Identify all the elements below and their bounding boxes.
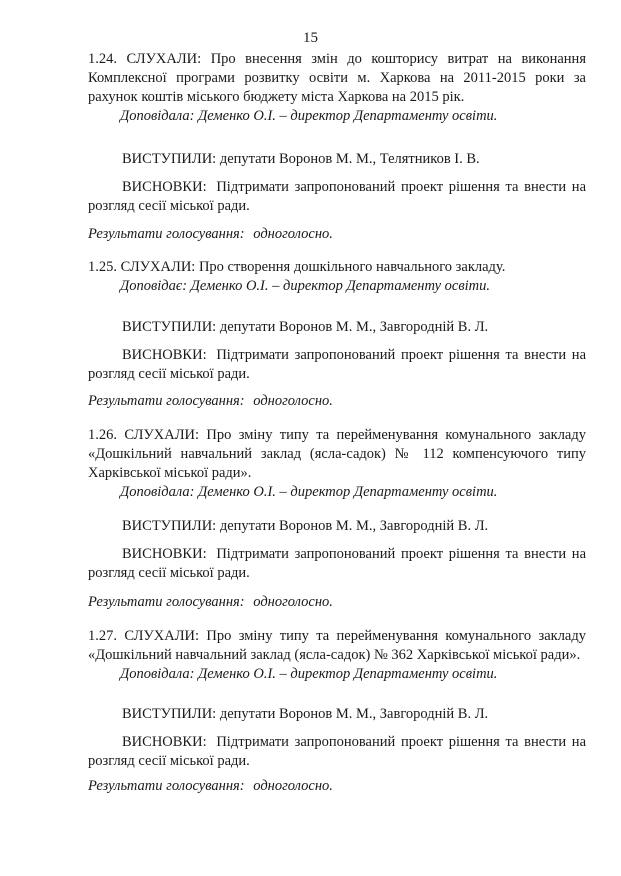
vote-result: одноголосно.: [253, 778, 333, 794]
conclusion-paragraph: [88, 733, 586, 771]
heard-paragraph: [88, 258, 586, 277]
vote-line: [88, 593, 333, 612]
vote-result: одноголосно.: [253, 393, 333, 409]
conclusion-text: Підтримати запропонований проект рішення та внести на розгляд сесії міської ради.: [88, 734, 586, 769]
spoke-line: [122, 517, 488, 536]
reporter: Доповідає: Деменко О.І. – директор Департаменту освіти.: [120, 278, 490, 294]
heard-prefix: 1.26. СЛУХАЛИ:: [88, 427, 200, 443]
conclusion-paragraph: [88, 346, 586, 384]
heard-prefix: 1.27. СЛУХАЛИ:: [88, 628, 200, 644]
spoke-line: [122, 150, 480, 169]
vote-label: Результати голосування:: [88, 226, 245, 242]
heard-paragraph: [88, 627, 586, 665]
vote-label: Результати голосування:: [88, 594, 245, 610]
vote-line: [88, 777, 333, 796]
reporter: Доповідала: Деменко О.І. – директор Департаменту освіти.: [120, 108, 498, 124]
agenda-item-1-27: [88, 627, 586, 684]
spoke-text: депутати Воронов М. М., Завгородній В. Л.: [219, 706, 489, 722]
heard-paragraph: [88, 426, 586, 483]
agenda-item-1-26: [88, 426, 586, 502]
spoke-label: ВИСТУПИЛИ:: [122, 319, 217, 335]
spoke-label: ВИСТУПИЛИ:: [122, 151, 217, 167]
heard-prefix: 1.25. СЛУХАЛИ:: [88, 259, 196, 275]
page-number: 15: [303, 30, 318, 46]
conclusion-paragraph: [88, 178, 586, 216]
spoke-line: [122, 705, 488, 724]
agenda-item-1-25: [88, 258, 586, 296]
vote-result: одноголосно.: [253, 226, 333, 242]
reporter: Доповідала: Деменко О.І. – директор Департаменту освіти.: [120, 484, 498, 500]
conclusion-label: ВИСНОВКИ:: [122, 546, 207, 562]
conclusion-label: ВИСНОВКИ:: [122, 734, 207, 750]
vote-label: Результати голосування:: [88, 393, 245, 409]
conclusion-text: Підтримати запропонований проект рішення та внести на розгляд сесії міської ради.: [88, 179, 586, 214]
vote-result: одноголосно.: [253, 594, 333, 610]
spoke-label: ВИСТУПИЛИ:: [122, 518, 217, 534]
spoke-text: депутати Воронов М. М., Завгородній В. Л.: [219, 319, 489, 335]
conclusion-label: ВИСНОВКИ:: [122, 347, 207, 363]
vote-line: [88, 225, 333, 244]
heard-prefix: 1.24. СЛУХАЛИ:: [88, 51, 202, 67]
spoke-text: депутати Воронов М. М., Телятников І. В.: [219, 151, 480, 167]
conclusion-text: Підтримати запропонований проект рішення та внести на розгляд сесії міської ради.: [88, 347, 586, 382]
conclusion-label: ВИСНОВКИ:: [122, 179, 207, 195]
heard-text: Про зміну типу та перейменування комунального закладу «Дошкільний навчальний заклад (ясла-садок) № 112 компенсуючого типу Харківської міської ради».: [88, 427, 586, 481]
spoke-text: депутати Воронов М. М., Завгородній В. Л.: [219, 518, 489, 534]
vote-line: [88, 392, 333, 411]
conclusion-text: Підтримати запропонований проект рішення та внести на розгляд сесії міської ради.: [88, 546, 586, 581]
spoke-line: [122, 318, 488, 337]
heard-text: Про внесення змін до кошторису витрат на виконання Комплексної програми розвитку освіти м. Харкова на 2011-2015 роки за рахунок коштів міського бюджету міста Харкова на 2015 рік.: [88, 51, 586, 105]
heard-text: Про створення дошкільного навчального закладу.: [198, 259, 506, 275]
conclusion-paragraph: [88, 545, 586, 583]
agenda-item-1-24: [88, 50, 586, 126]
vote-label: Результати голосування:: [88, 778, 245, 794]
spoke-label: ВИСТУПИЛИ:: [122, 706, 217, 722]
heard-text: Про зміну типу та перейменування комунального закладу «Дошкільний навчальний заклад (ясла-садок) № 362 Харківської міської ради».: [88, 628, 586, 663]
heard-paragraph: [88, 50, 586, 107]
reporter: Доповідала: Деменко О.І. – директор Департаменту освіти.: [120, 666, 498, 682]
